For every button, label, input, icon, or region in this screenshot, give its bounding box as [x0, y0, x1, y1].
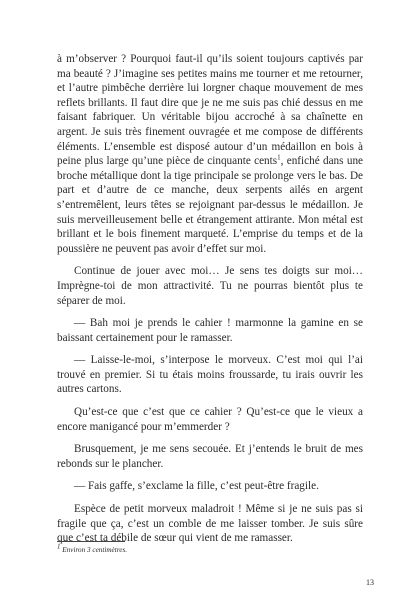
paragraph: Espèce de petit morveux maladroit ! Même si je ne suis pas si fragile que ça, c’est un comble de me laisser tomber. Je suis sûre que c’est ta débile de sœur qui vient de me ramasser.	[57, 503, 363, 545]
footnote	[57, 542, 128, 554]
paragraph	[57, 52, 363, 256]
dialogue-paragraph: — Bah moi je prends le cahier ! marmonne la gamine en se baissant certainement pour le ramasser.	[57, 317, 363, 344]
paragraph: Qu’est-ce que c’est que ce cahier ? Qu’est-ce que le vieux a encore manigancé pour m’emmerder ?	[57, 406, 363, 433]
footnote-mark: 1	[57, 542, 61, 551]
page-number: 13	[366, 578, 374, 587]
footnote-text: Environ 3 centimètres.	[60, 546, 128, 554]
paragraph: Continue de jouer avec moi… Je sens tes doigts sur moi… Imprègne-toi de mon attractivité. Tu ne pourras bientôt plus te séparer de moi.	[57, 265, 363, 307]
paragraph: Brusquement, je me sens secouée. Et j’entends le bruit de mes rebonds sur le plancher.	[57, 443, 363, 470]
footnote-divider	[57, 541, 125, 542]
paragraph-text: , enfiché dans une broche métallique dont la tige principale se prolonge vers le bas. De part et d’autre de ce manche, deux serpents ailés en argent s’entremêlent, leurs têtes se rejoignant par-dessus le médaillon. Je suis merveilleusement belle et étrangement attirante. Mon métal est brillant et le bois finement marqueté. L’emprise du temps et de la poussière ne peuvent pas avoir d’effet sur moi.	[57, 155, 364, 255]
footnote-reference: 1	[277, 153, 281, 162]
dialogue-paragraph: — Laisse-le-moi, s’interpose le morveux. C’est moi qui l’ai trouvé en premier. Si tu étais moins froussarde, tu irais ouvrir les autres cartons.	[57, 354, 363, 396]
body-text	[57, 52, 363, 554]
paragraph-text: à m’observer ? Pourquoi faut-il qu’ils soient toujours captivés par ma beauté ? J’imagine ses petites mains me tourner et me retourner, et l’autre pimbêche derrière lui lorgner chaque mouvement de mes reflets brillants. Il faut dire que je ne me suis pas chié dessus en me faisant fabriquer. Un véritable bijou accroché à sa chaînette en argent. Je suis très finement ouvragée et me compose de différents éléments. L’ensemble est disposé autour d’un médaillon en bois à peine plus large qu’une pièce de cinquante cents	[57, 53, 363, 168]
dialogue-paragraph: — Fais gaffe, s’exclame la fille, c’est peut-être fragile.	[74, 480, 319, 493]
